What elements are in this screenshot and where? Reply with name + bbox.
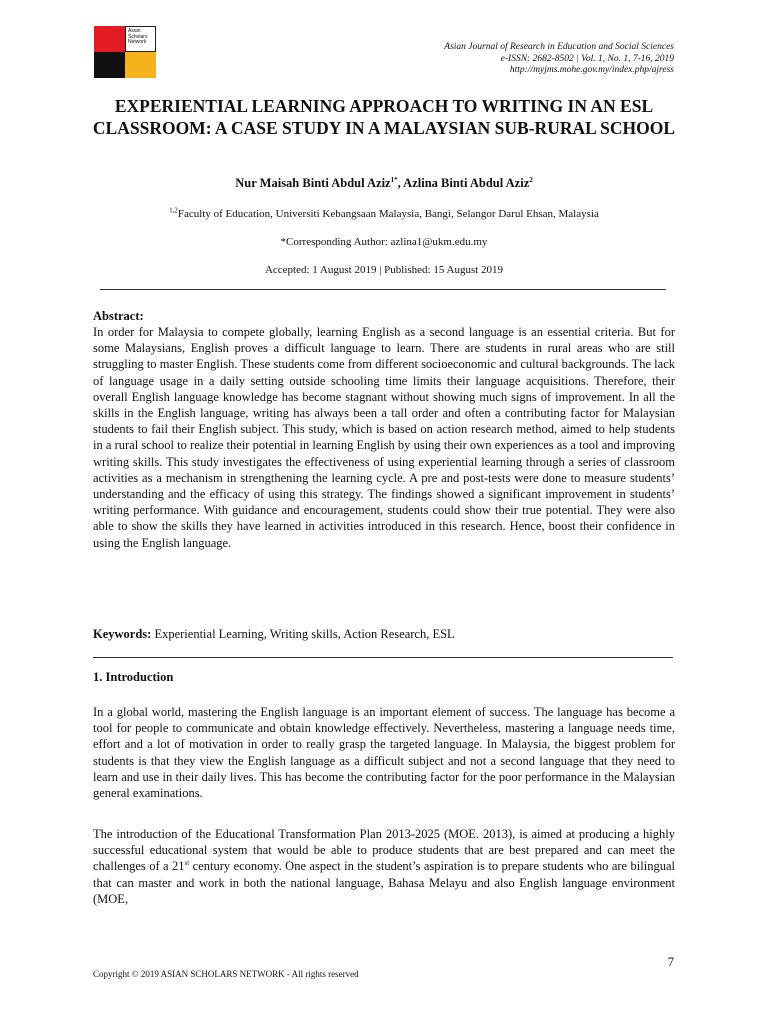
copyright-notice: Copyright © 2019 ASIAN SCHOLARS NETWORK - All rights reserved — [93, 969, 359, 979]
journal-header — [444, 42, 674, 77]
publication-dates: Accepted: 1 August 2019 | Published: 15 August 2019 — [264, 264, 504, 276]
ordinal-suffix: st — [184, 859, 190, 868]
journal-name: Asian Journal of Research in Education and Social Sciences — [444, 42, 674, 52]
introduction-paragraph-2 — [93, 826, 675, 907]
page-number: 7 — [667, 955, 674, 969]
affiliation-marker: 1,2 — [169, 206, 178, 215]
logo-black-block — [94, 52, 125, 78]
divider-top — [100, 289, 666, 290]
author-1-marker: 1* — [390, 175, 398, 184]
publisher-logo — [94, 26, 156, 78]
affiliation-text: Faculty of Education, Universiti Kebangsaan Malaysia, Bangi, Selangor Darul Ehsan, Malaysia — [177, 208, 599, 220]
introduction-paragraph-1: In a global world, mastering the English language is an important element of success. The language has become a tool for people to communicate and obtain knowledge effectively. Nevertheless, mastering a language needs time, effort and a lot of motivation in order to really grasp the targeted language. In Malaysia, the biggest problem for students is that they view the English language as a difficult subject and not a second language that they need to learn and use in their daily lives. This has become the contributing factor for the poor performance in the Malaysian general examinations. — [93, 705, 675, 801]
journal-issn: e-ISSN: 2682-8502 | Vol. 1, No. 1, 7-16, 2019 — [500, 53, 674, 64]
author-2: Azlina Binti Abdul Aziz — [403, 176, 530, 190]
keywords-label: Keywords: — [93, 627, 152, 641]
author-separator: , — [397, 176, 404, 190]
journal-url[interactable]: http://myjms.mohe.gov.my/index.php/ajress — [509, 65, 674, 75]
para2-part-b: century economy. One aspect in the student’s aspiration is to prepare students who are bilingual that can master and work in both the national language, Bahasa Melayu and also English language environment (MOE, — [93, 859, 675, 906]
author-list — [92, 176, 676, 191]
divider-keywords — [93, 657, 673, 658]
logo-yellow-block — [125, 52, 156, 78]
affiliation — [92, 208, 676, 220]
keywords-text: Experiential Learning, Writing skills, Action Research, ESL — [151, 627, 455, 641]
author-2-marker: 2 — [529, 175, 533, 184]
keywords — [93, 627, 675, 642]
author-1: Nur Maisah Binti Abdul Aziz — [235, 176, 391, 190]
abstract-text: In order for Malaysia to compete globally, learning English as a second language is an essential criteria. But for some Malaysians, English proves a difficult language to learn. There are students in rural areas who are still struggling to master English. These students come from different socioeconomic and cultural backgrounds. The lack of language usage in a daily setting outside schooling time limits their language acquisitions. Therefore, their overall English language knowledge has become stagnant without showing much signs of improvement. In all the skills in the English language, writing has always been a tall order and often a contributing factor for Malaysian students to fail their English subject. This study, which is based on action research method, aimed to help students in a rural school to realize their potential in learning English by using their own experiences as a tool and improving writing skills. This study investigates the effectiveness of using experiential learning through a series of classroom activities as a mechanism in strengthening the learning cycle. A pre and post-tests were done to measure students’ understanding and the efficacy of using this strategy. The findings showed a significant improvement in students’ writing performance. With guidance and encouragement, students could show their true potential. They were also able to show the skills they have learned in activities introduced in this research. Hence, boost their confidence in using the English language. — [93, 325, 675, 550]
logo-text-block — [125, 26, 156, 52]
corresponding-author: *Corresponding Author: azlina1@ukm.edu.my — [280, 236, 488, 248]
para2-part-a: The introduction of the Educational Transformation Plan 2013-2025 (MOE. 2013), is aimed at producing a highly successful educational system that would be able to produce students that are best prepared and can meet the challenges of a 21 — [93, 827, 675, 874]
logo-text: Asian Scholars Network — [128, 28, 148, 45]
section-heading-introduction: 1. Introduction — [93, 670, 174, 684]
logo-red-block — [94, 26, 125, 52]
abstract-heading: Abstract: — [93, 309, 144, 323]
paper-title: EXPERIENTIAL LEARNING APPROACH TO WRITING IN AN ESL CLASSROOM: A CASE STUDY IN A MALAYSIAN SUB-RURAL SCHOOL — [92, 96, 676, 138]
